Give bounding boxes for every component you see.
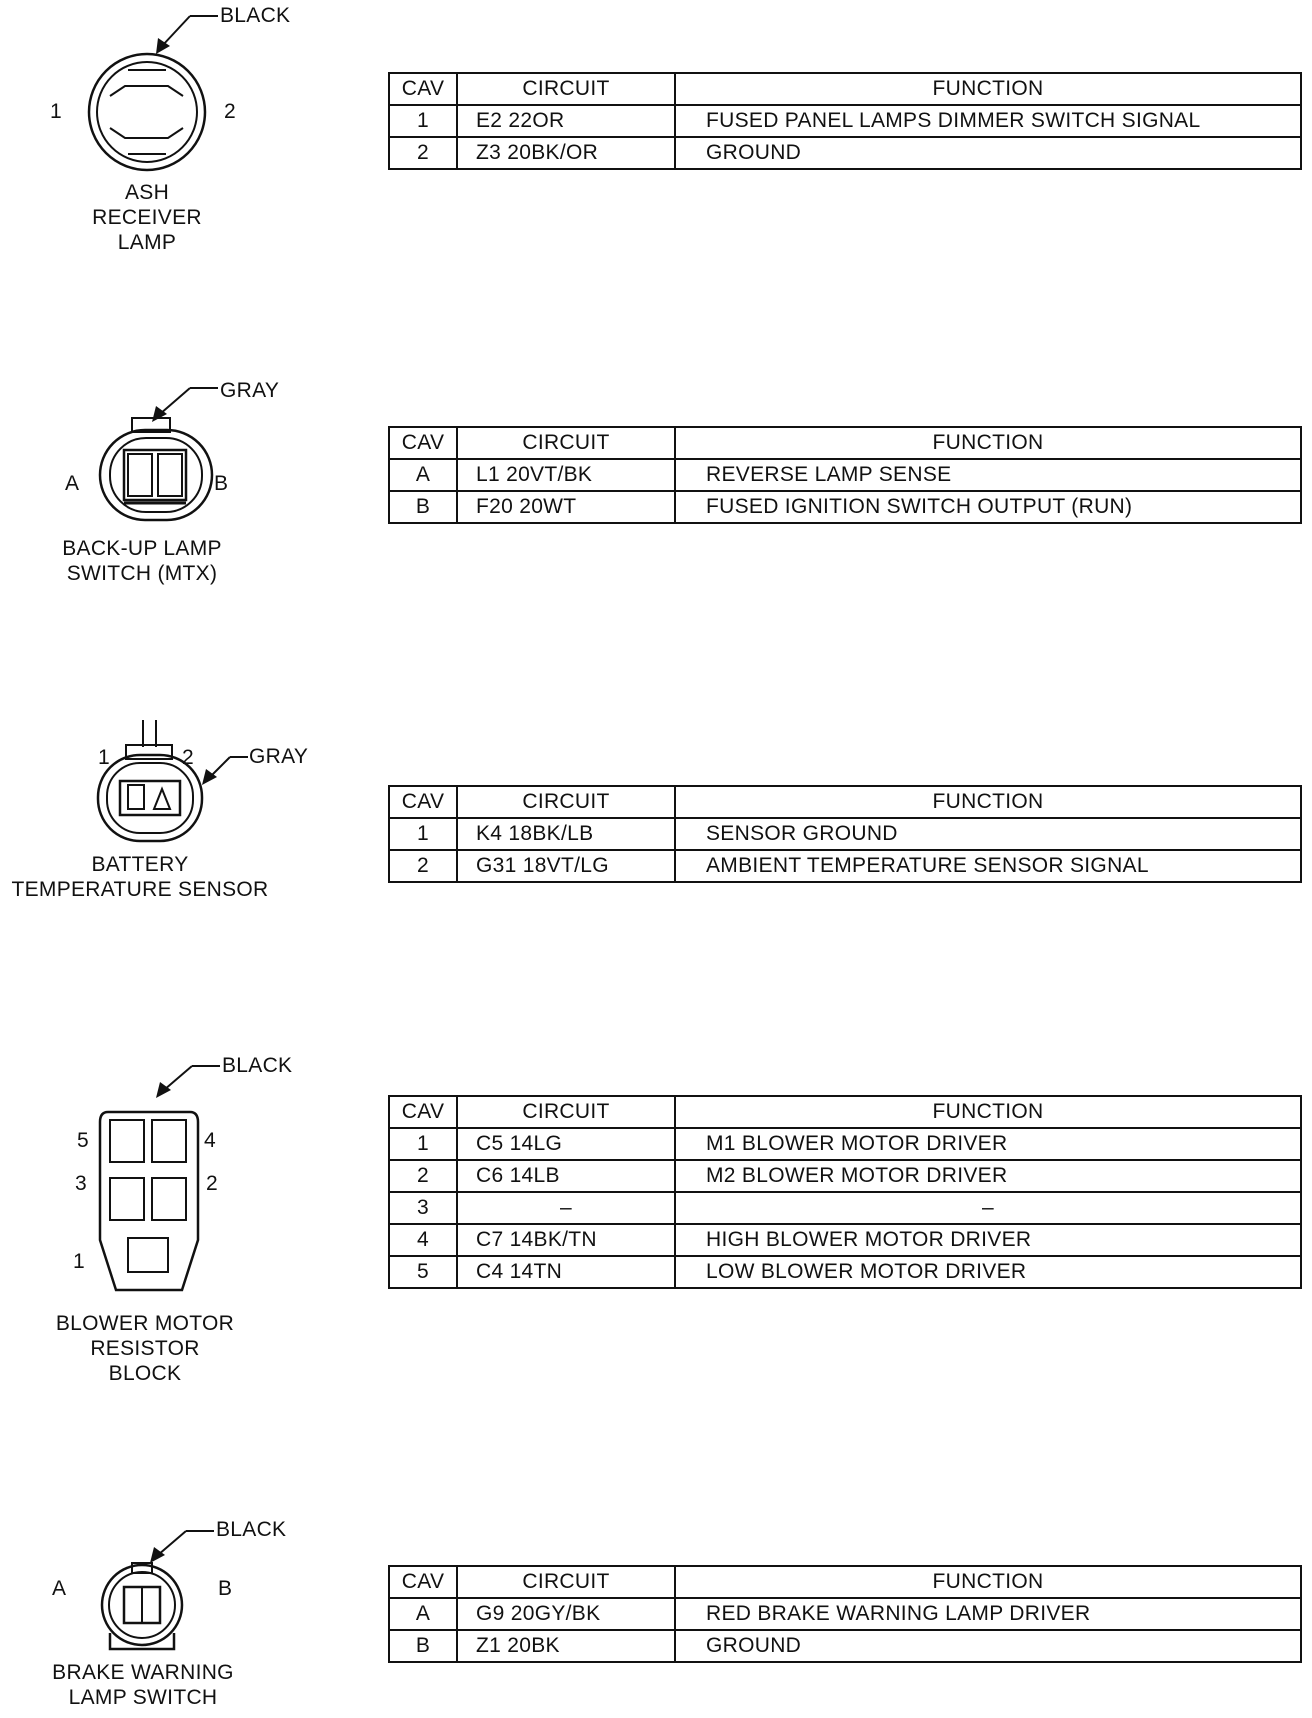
header-cav: CAV xyxy=(389,427,457,459)
cell-circuit: C5 14LG xyxy=(457,1128,675,1160)
cell-circuit: C4 14TN xyxy=(457,1256,675,1288)
cell-circuit: G9 20GY/BK xyxy=(457,1598,675,1630)
cell-function: M1 BLOWER MOTOR DRIVER xyxy=(675,1128,1301,1160)
cell-circuit: C6 14LB xyxy=(457,1160,675,1192)
connector-name: ASH RECEIVER LAMP xyxy=(92,181,202,254)
header-function: FUNCTION xyxy=(675,427,1301,459)
header-circuit: CIRCUIT xyxy=(457,786,675,818)
connector-name: BATTERY TEMPERATURE SENSOR xyxy=(11,853,269,901)
connector-color-label: BLACK xyxy=(222,1054,293,1077)
cell-function: FUSED PANEL LAMPS DIMMER SWITCH SIGNAL xyxy=(675,105,1301,137)
cell-cav: 1 xyxy=(389,1128,457,1160)
header-cav: CAV xyxy=(389,1096,457,1128)
connector-color-label: BLACK xyxy=(220,4,291,27)
pinout-table xyxy=(388,426,1302,524)
cell-function: GROUND xyxy=(675,137,1301,169)
cell-cav: B xyxy=(389,491,457,523)
table-row xyxy=(389,1256,1301,1288)
cell-cav: A xyxy=(389,459,457,491)
table-header-row xyxy=(389,1096,1301,1128)
cell-circuit: C7 14BK/TN xyxy=(457,1224,675,1256)
table-row xyxy=(389,818,1301,850)
pinout-table xyxy=(388,1095,1302,1289)
header-function: FUNCTION xyxy=(675,786,1301,818)
pin-label: 4 xyxy=(204,1129,216,1152)
cell-circuit: Z1 20BK xyxy=(457,1630,675,1662)
header-cav: CAV xyxy=(389,1566,457,1598)
table-row xyxy=(389,1192,1301,1224)
pin-label: B xyxy=(218,1577,233,1600)
cell-function: AMBIENT TEMPERATURE SENSOR SIGNAL xyxy=(675,850,1301,882)
header-circuit: CIRCUIT xyxy=(457,1566,675,1598)
header-circuit: CIRCUIT xyxy=(457,73,675,105)
pinout-table xyxy=(388,785,1302,883)
cell-circuit: K4 18BK/LB xyxy=(457,818,675,850)
cell-circuit: G31 18VT/LG xyxy=(457,850,675,882)
connector-name: BRAKE WARNING LAMP SWITCH xyxy=(52,1661,234,1709)
cell-cav: 4 xyxy=(389,1224,457,1256)
table-row xyxy=(389,1160,1301,1192)
cell-cav: 2 xyxy=(389,137,457,169)
table-header-row xyxy=(389,786,1301,818)
blower-motor-resistor-block-connector-icon xyxy=(0,1050,320,1300)
cell-function: GROUND xyxy=(675,1630,1301,1662)
cell-function: HIGH BLOWER MOTOR DRIVER xyxy=(675,1224,1301,1256)
pin-label: 1 xyxy=(98,746,110,769)
cell-cav: 5 xyxy=(389,1256,457,1288)
cell-cav: 2 xyxy=(389,850,457,882)
battery-temperature-sensor-connector-icon xyxy=(0,715,330,865)
table-header-row xyxy=(389,427,1301,459)
header-cav: CAV xyxy=(389,73,457,105)
table-row xyxy=(389,105,1301,137)
table-header-row xyxy=(389,73,1301,105)
cell-function: FUSED IGNITION SWITCH OUTPUT (RUN) xyxy=(675,491,1301,523)
pinout-table xyxy=(388,1565,1302,1663)
pin-label: B xyxy=(214,472,229,495)
cell-circuit: – xyxy=(457,1192,675,1224)
connector-name: BLOWER MOTOR RESISTOR BLOCK xyxy=(55,1312,235,1385)
table-row xyxy=(389,459,1301,491)
cell-cav: 1 xyxy=(389,105,457,137)
header-circuit: CIRCUIT xyxy=(457,1096,675,1128)
cell-cav: 3 xyxy=(389,1192,457,1224)
cell-function: SENSOR GROUND xyxy=(675,818,1301,850)
connector-name: BACK-UP LAMP SWITCH (MTX) xyxy=(62,537,222,585)
table-row xyxy=(389,1630,1301,1662)
cell-function: REVERSE LAMP SENSE xyxy=(675,459,1301,491)
connector-color-label: GRAY xyxy=(220,379,280,402)
pinout-table xyxy=(388,72,1302,170)
connector-color-label: BLACK xyxy=(216,1518,287,1541)
connector-color-label: GRAY xyxy=(249,745,309,768)
table-row xyxy=(389,1224,1301,1256)
pin-label: 2 xyxy=(224,100,236,123)
header-circuit: CIRCUIT xyxy=(457,427,675,459)
pin-label: 2 xyxy=(206,1172,218,1195)
pin-label: A xyxy=(52,1577,67,1600)
pin-label: 3 xyxy=(75,1172,87,1195)
cell-cav: 2 xyxy=(389,1160,457,1192)
pin-label: 1 xyxy=(50,100,62,123)
table-header-row xyxy=(389,1566,1301,1598)
cell-circuit: F20 20WT xyxy=(457,491,675,523)
cell-function: – xyxy=(675,1192,1301,1224)
header-function: FUNCTION xyxy=(675,73,1301,105)
table-row xyxy=(389,1128,1301,1160)
header-function: FUNCTION xyxy=(675,1096,1301,1128)
cell-cav: 1 xyxy=(389,818,457,850)
header-cav: CAV xyxy=(389,786,457,818)
cell-function: LOW BLOWER MOTOR DRIVER xyxy=(675,1256,1301,1288)
cell-cav: B xyxy=(389,1630,457,1662)
table-row xyxy=(389,137,1301,169)
table-row xyxy=(389,850,1301,882)
cell-circuit: Z3 20BK/OR xyxy=(457,137,675,169)
cell-circuit: L1 20VT/BK xyxy=(457,459,675,491)
pin-label: 1 xyxy=(73,1250,85,1273)
header-function: FUNCTION xyxy=(675,1566,1301,1598)
table-row xyxy=(389,491,1301,523)
cell-cav: A xyxy=(389,1598,457,1630)
pin-label: 2 xyxy=(182,746,194,769)
cell-function: RED BRAKE WARNING LAMP DRIVER xyxy=(675,1598,1301,1630)
pin-label: 5 xyxy=(77,1129,89,1152)
cell-circuit: E2 22OR xyxy=(457,105,675,137)
cell-function: M2 BLOWER MOTOR DRIVER xyxy=(675,1160,1301,1192)
pin-label: A xyxy=(65,472,80,495)
table-row xyxy=(389,1598,1301,1630)
